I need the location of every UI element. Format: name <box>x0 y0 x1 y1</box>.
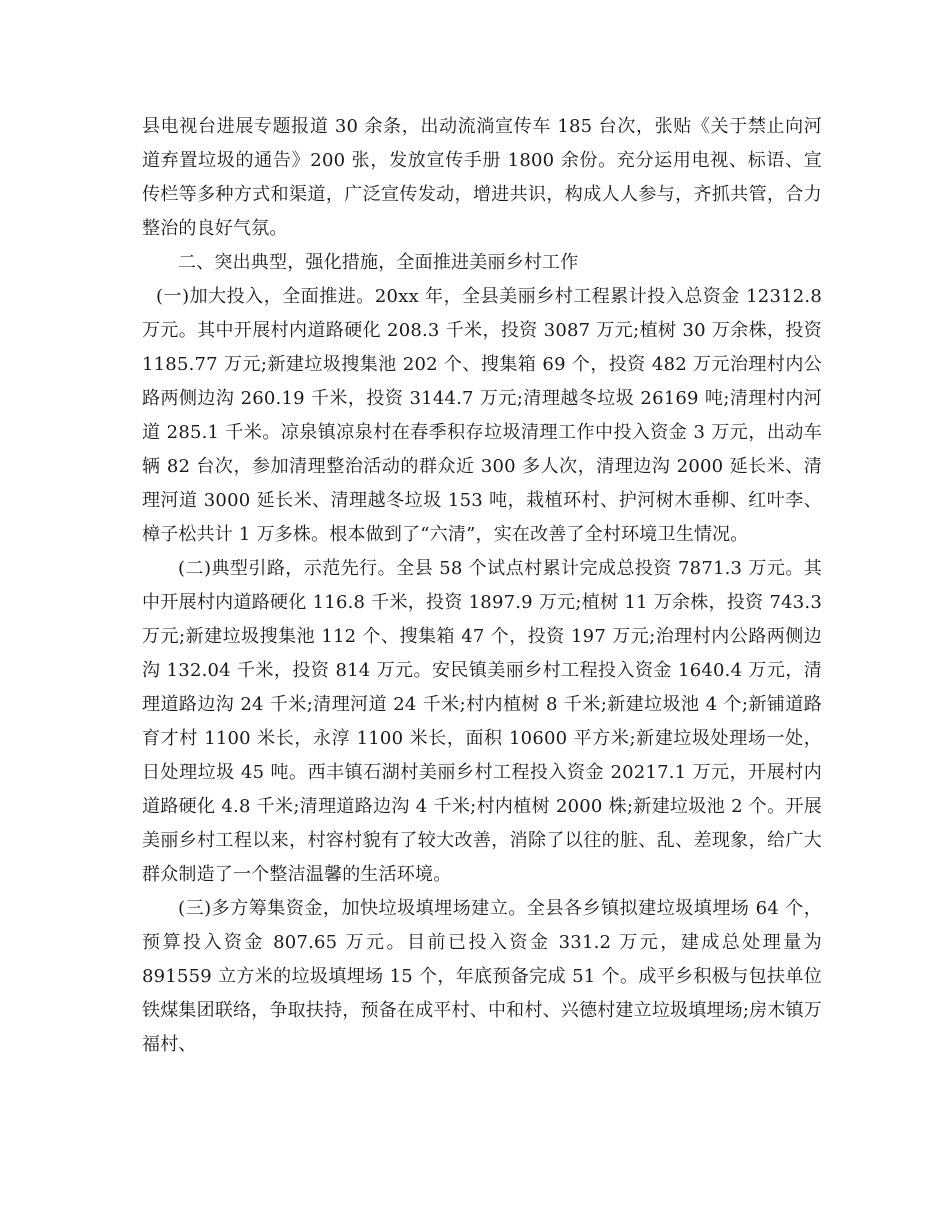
section-heading: 二、突出典型，强化措施，全面推进美丽乡村工作 <box>178 252 579 273</box>
paragraph-investment: (一)加大投入，全面推进。20xx 年，全县美丽乡村工程累计投入总资金 12312.8 万元。其中开展村内道路硬化 208.3 千米，投资 3087 万元;植树 30 万余株，投资 1185.77 万元;新建垃圾搜集池 202 个、搜集箱 69 个，投资 482 万元治理村内公路两侧边沟 260.19 千米，投资 3144.7 万元;清理越冬垃圾 26169 吨;清理村内河道 285.1 千米。凉泉镇凉泉村在春季积存垃圾清理工作中投入资金 3 万元，出动车辆 82 台次，参加清理整治活动的群众近 300 多人次，清理边沟 2000 延长米、清理河道 3000 延长米、清理越冬垃圾 153 吨，栽植环村、护河树木垂柳、红叶李、樟子松共计 1 万多株。根本做到了“六清”，实在改善了全村环境卫生情况。 <box>142 286 822 545</box>
document-body <box>142 110 822 1062</box>
paragraph-publicity: 县电视台进展专题报道 30 余条，出动流淌宣传车 185 台次，张贴《关于禁止向河道弃置垃圾的通告》200 张，发放宣传手册 1800 余份。充分运用电视、标语、宣传栏等多种方式和渠道，广泛宣传发动，增进共识，构成人人参与，齐抓共管，合力整治的良好气氛。 <box>142 116 822 239</box>
paragraph-landfill: (三)多方筹集资金，加快垃圾填埋场建立。全县各乡镇拟建垃圾填埋场 64 个，预算投入资金 807.65 万元。目前已投入资金 331.2 万元，建成总处理量为 891559 立方米的垃圾填埋场 15 个，年底预备完成 51 个。成平乡积极与包扶单位铁煤集团联络，争取扶持，预备在成平村、中和村、兴德村建立垃圾填埋场;房木镇万福村、 <box>142 898 822 1055</box>
paragraph-pilot-villages: (二)典型引路，示范先行。全县 58 个试点村累计完成总投资 7871.3 万元。其中开展村内道路硬化 116.8 千米，投资 1897.9 万元;植树 11 万余株，投资 743.3 万元;新建垃圾搜集池 112 个、搜集箱 47 个，投资 197 万元;治理村内公路两侧边沟 132.04 千米，投资 814 万元。安民镇美丽乡村工程投入资金 1640.4 万元，清理道路边沟 24 千米;清理河道 24 千米;村内植树 8 千米;新建垃圾池 4 个;新铺道路育才村 1100 米长，永淳 1100 米长，面积 10600 平方米;新建垃圾处理场一处，日处理垃圾 45 吨。西丰镇石湖村美丽乡村工程投入资金 20217.1 万元，开展村内道路硬化 4.8 千米;清理道路边沟 4 千米;村内植树 2000 株;新建垃圾池 2 个。开展美丽乡村工程以来，村容村貌有了较大改善，消除了以往的脏、乱、差现象，给广大群众制造了一个整洁温馨的生活环境。 <box>142 558 822 885</box>
